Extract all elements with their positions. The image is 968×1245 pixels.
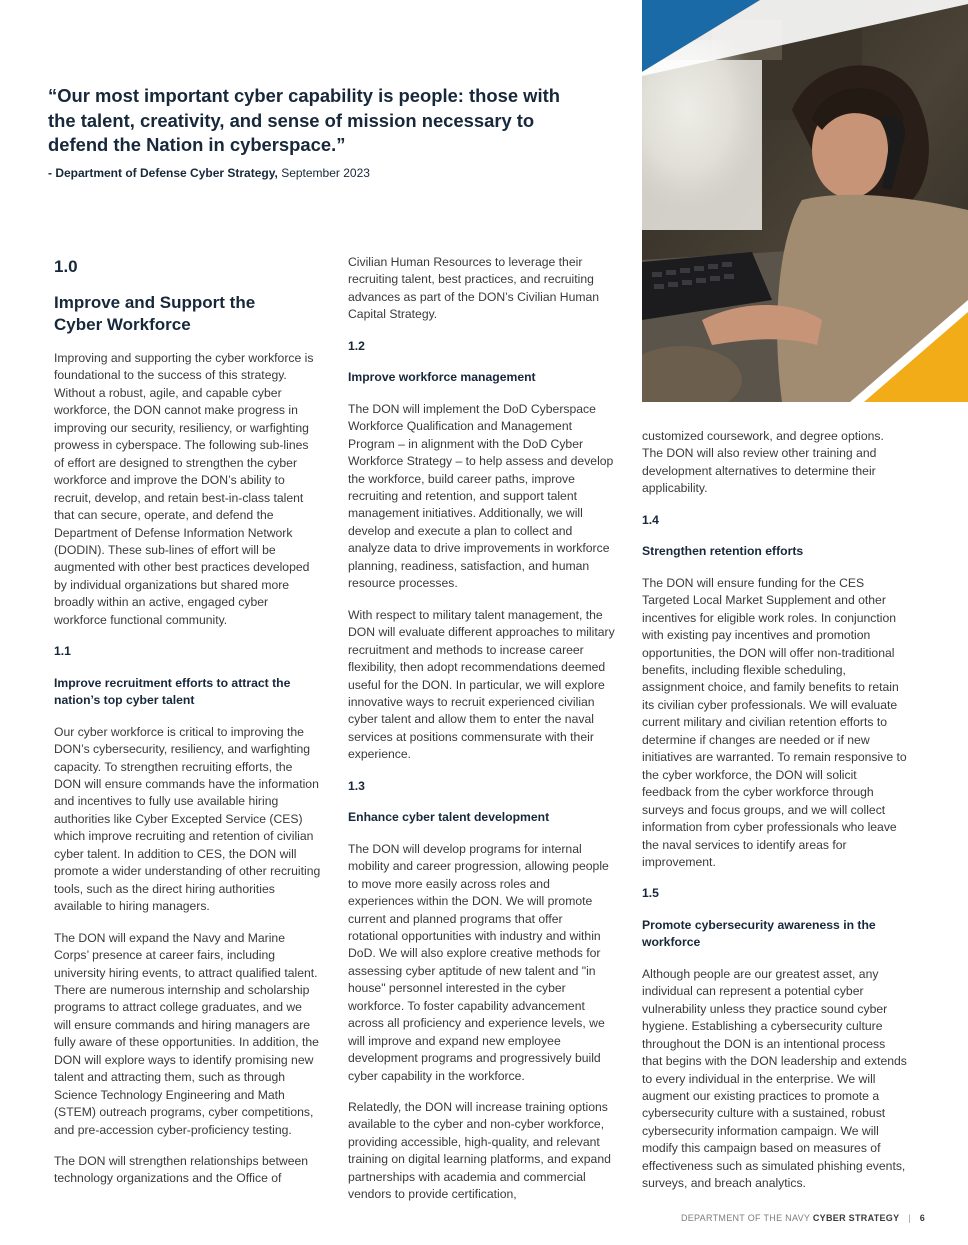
paragraph: The DON will strengthen relationships between technology organizations and the Office of <box>54 1154 309 1186</box>
attribution-date: September 2023 <box>281 166 370 180</box>
paragraph: The DON will develop programs for internal mobility and career progression, allowing people to move more easily across roles and experiences within the DON. We will promote current and planned programs that offer rotational opportunities with industry and within DoD. We will also explore creative methods for assessing cyber aptitude of new talent and "in house" personnel interested in the cyber workforce. To foster capability advancement across all proficiency and experience levels, we will improve and expand new employee development programs and progressively build cyber capability in the workforce. <box>348 841 609 1083</box>
subsection-1-3-title: Enhance cyber talent development <box>348 810 550 825</box>
column-1 <box>54 256 322 1202</box>
subsection-1-2-title: Improve workforce management <box>348 370 536 385</box>
paragraph: Relatedly, the DON will increase training options available to the cyber and non-cyber workforce, providing accessible, high-quality, and relevant training on digital learning platforms, and expand partnerships with academia and commercial vendors to provide certification, <box>348 1100 611 1202</box>
section-title: Improve and Support the Cyber Workforce <box>54 293 256 334</box>
paragraph: The DON will ensure funding for the CES Targeted Local Market Supplement and other incentives for eligible work roles. In conjunction with existing pay incentives and promotion opportunities, the DON will offer non-traditional benefits, including flexible scheduling, assignment choice, and family benefits to retain its civilian cyber professionals. We will evaluate current military and civilian retention efforts to determine if changes are needed or if new initiatives are warranted. To remain responsive to the cyber workforce, the DON will solicit feedback from the cyber workforce through surveys and focus groups, and we will collect information from cyber professionals who leave the naval services to identify areas for improvement. <box>642 575 907 869</box>
subsection-1-5-title: Promote cybersecurity awareness in the workforce <box>642 917 876 950</box>
footer-doc-title: CYBER STRATEGY <box>812 1213 900 1223</box>
paragraph: Our cyber workforce is critical to improving the DON’s cybersecurity, resiliency, and warfighting capacity. To strengthen recruiting efforts, the DON will ensure commands have the information and incentives to fully use available hiring authorities like Cyber Excepted Service (CES) which improve recruiting and retention of civilian cyber talent. In addition to CES, the DON will promote a wider understanding of other recruiting tools, such as the direct hiring authorities available to hiring managers. <box>54 724 321 914</box>
subsection-1-1-number: 1.1 <box>54 644 71 659</box>
paragraph: With respect to military talent management, the DON will evaluate different approaches to military recruitment and methods to increase career flexibility, then adopt recommendations deemed useful for the DON. In particular, we will explore innovative ways to recruit experienced civilian cyber talent and allow them to enter the naval services at positions commensurate with their experience. <box>348 607 615 762</box>
paragraph: The DON will expand the Navy and Marine Corps’ presence at career fairs, including university hiring events, to attract qualified talent. There are numerous internship and scholarship programs to attract college graduates, and we will ensure commands and hiring managers are fully aware of these opportunities. In addition, the DON will explore ways to identify promising new talent and attracting them, such as through Science Technology Engineering and Math (STEM) outreach programs, cyber competitions, and pre-accession cyber-proficiency testing. <box>54 930 319 1137</box>
subsection-1-5-number: 1.5 <box>642 886 659 901</box>
footer-org: DEPARTMENT OF THE NAVY <box>680 1213 811 1223</box>
attribution-source: - Department of Defense Cyber Strategy, <box>48 166 278 180</box>
subsection-1-1-title: Improve recruitment efforts to attract the nation’s top cyber talent <box>54 675 291 708</box>
quote-attribution <box>48 166 608 180</box>
subsection-1-4-title: Strengthen retention efforts <box>642 544 804 559</box>
page-number: 6 <box>919 1213 925 1223</box>
footer-separator: | <box>908 1213 911 1223</box>
pull-quote: “Our most important cyber capability is people: those with the talent, creativity, and sense of mission necessary to defend the Nation in cyberspace.” <box>48 85 560 155</box>
subsection-1-2-number: 1.2 <box>348 338 365 353</box>
section-number: 1.0 <box>54 257 78 276</box>
subsection-1-3-number: 1.3 <box>348 778 365 793</box>
cyber-operator-photo <box>642 0 968 402</box>
paragraph: Although people are our greatest asset, any individual can represent a potential cyber vulnerability unless they practice sound cyber hygiene. Establishing a cybersecurity culture throughout the DON is an intentional process that begins with the DON leadership and extends to every individual in the enterprise. We will augment our existing practices to promote a cybersecurity culture with a sustained, robust cybersecurity information campaign. We will modify this campaign based on measures of effectiveness such as simulated phishing events, surveys, and breach analytics. <box>642 966 907 1191</box>
column-3 <box>642 428 908 1207</box>
column-2 <box>348 254 616 1218</box>
subsection-1-4-number: 1.4 <box>642 512 659 527</box>
section-intro: Improving and supporting the cyber workforce is foundational to the success of this strategy. Without a robust, agile, and capable cyber workforce, the DON cannot make progress in improving our security, resiliency, or warfighting prowess in cyberspace. The following sub-lines of effort are designed to strengthen the cyber workforce and improve the DON’s ability to recruit, develop, and retain best-in-class talent that can secure, operate, and defend the Department of Defense Information Network (DODIN). These sub-lines of effort will be augmented with other best practices developed by individual organizations but shared more broadly within an active, engaged cyber workforce functional community. <box>54 351 314 627</box>
paragraph: The DON will implement the DoD Cyberspace Workforce Qualification and Management Program – in alignment with the DoD Cyber Workforce Strategy – to help assess and develop the workforce, build career paths, improve recruiting and retention, and support talent management initiatives. Additionally, we will develop and execute a plan to collect and analyze data to drive improvements in workforce planning, readiness, satisfaction, and human resource processes. <box>348 401 614 591</box>
page-footer <box>600 1213 925 1223</box>
paragraph: customized coursework, and degree options. The DON will also review other training and development alternatives to determine their applicability. <box>642 429 884 496</box>
paragraph: Civilian Human Resources to leverage their recruiting talent, best practices, and recruiting advances as part of the DON’s Civilian Human Capital Strategy. <box>348 255 600 322</box>
